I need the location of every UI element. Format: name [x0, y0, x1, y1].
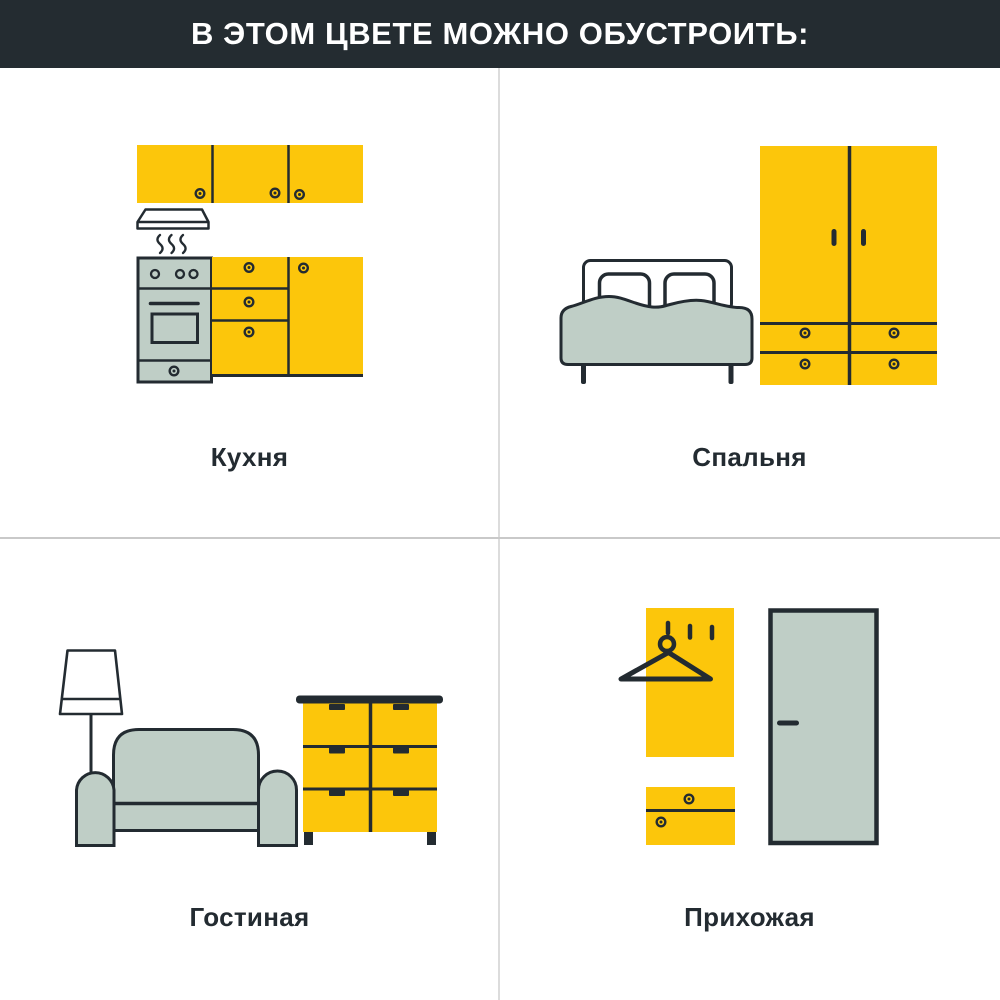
- living-room-label: Гостиная: [189, 902, 310, 932]
- sofa: [77, 730, 297, 846]
- bed-leg: [581, 364, 586, 384]
- sofa-arm: [259, 771, 297, 846]
- wardrobe: [760, 146, 937, 385]
- lamp-pole: [90, 714, 93, 774]
- wardrobe-handle: [832, 229, 837, 246]
- dresser-leg: [304, 832, 313, 845]
- upper-cabinets: [137, 145, 363, 203]
- stove: [138, 258, 212, 382]
- header-title: В ЭТОМ ЦВЕТЕ МОЖНО ОБУСТРОИТЬ:: [190, 16, 810, 51]
- door-handle: [777, 721, 799, 726]
- dresser: [296, 696, 443, 846]
- bed: [561, 261, 752, 385]
- sofa-arm: [77, 773, 115, 846]
- sofa-back: [114, 730, 259, 831]
- range-hood: [138, 210, 209, 254]
- door: [771, 611, 877, 844]
- header-banner: [0, 0, 1000, 68]
- hallway-label: Прихожая: [684, 902, 815, 932]
- wardrobe-handle: [861, 229, 866, 246]
- bed-leg: [729, 364, 734, 384]
- kitchen-label: Кухня: [210, 442, 289, 472]
- lower-cabinets: [212, 257, 363, 377]
- coat-rack-panel: [621, 608, 734, 757]
- bedroom-label: Спальня: [692, 442, 807, 472]
- shoe-cabinet: [646, 787, 735, 845]
- steam-icon: [157, 235, 185, 253]
- blanket: [561, 297, 752, 365]
- dresser-leg: [427, 832, 436, 845]
- lamp-shade: [60, 651, 122, 715]
- dresser-top: [296, 696, 443, 704]
